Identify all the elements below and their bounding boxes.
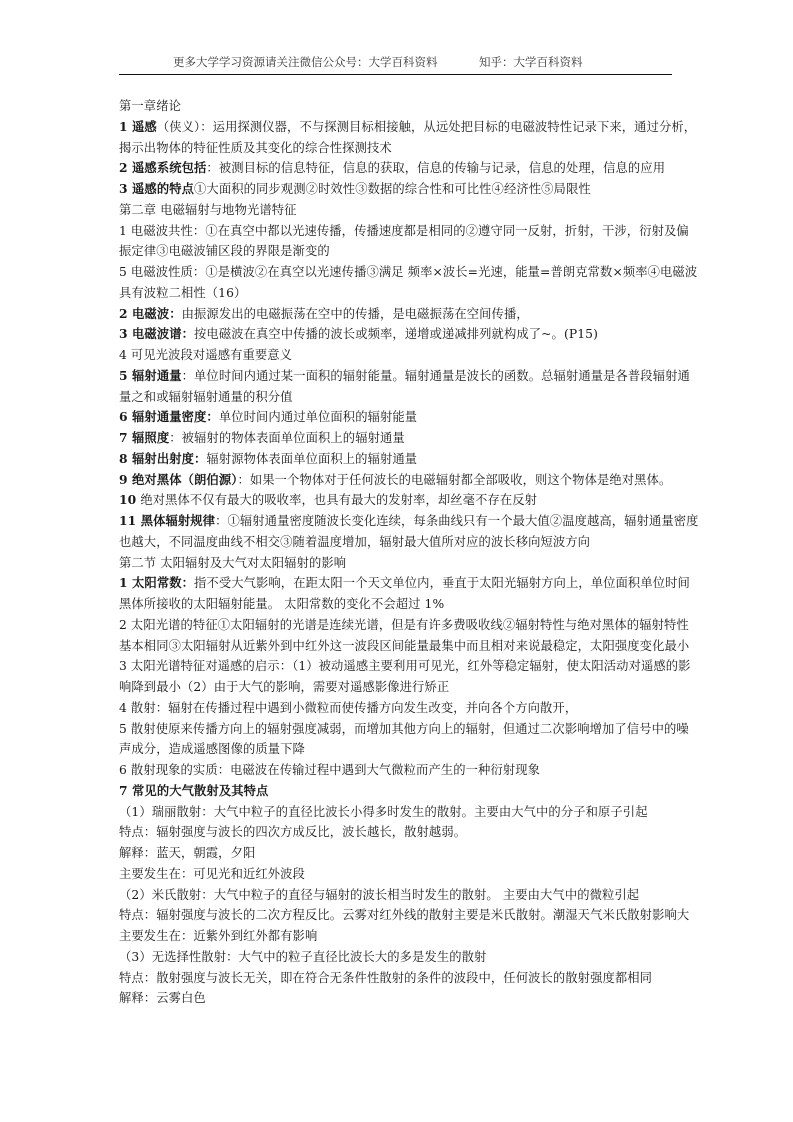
line-text: 声成分，造成遥感图像的质量下降	[119, 742, 305, 757]
line-text: 指不受大气影响，在距太阳一个天文单位内，垂直于太阳光辐射方向上，单位面积单位时间	[194, 576, 690, 591]
line-bold-term: 5 辐射通量	[119, 367, 182, 383]
header-wechat-note: 更多大学学习资源请关注微信公众号：大学百科资料	[173, 55, 438, 69]
line-text: （1）瑞丽散射：大气中粒子的直径比波长小得多时发生的散射。主要由大气中的分子和原子引起	[119, 804, 648, 819]
document-line	[119, 864, 675, 885]
document-line	[119, 781, 675, 802]
header-zhihu-note: 知乎：大学百科资料	[479, 55, 583, 69]
line-bold-term: 2 电磁波：	[119, 305, 182, 321]
document-line	[119, 677, 675, 698]
line-text: ：被辐射的物体表面单位面积上的辐射通量	[169, 431, 405, 445]
document-line	[119, 283, 675, 304]
line-text: 响降到最小（2）由于大气的影响，需要对遥感影像进行矫正	[119, 680, 450, 694]
document-line	[119, 179, 675, 200]
line-bold-term: 1 遥感	[119, 118, 157, 134]
line-text: （2）米氏散射：大气中粒子的直径与辐射的波长相当时发生的散射。 主要由大气中的微粒引起	[119, 887, 640, 902]
document-line	[119, 511, 699, 532]
document-line	[119, 594, 675, 615]
document-line	[119, 117, 697, 138]
line-text: 第二节 太阳辐射及大气对太阳辐射的影响	[119, 555, 347, 570]
line-text: 5 散射使原来传播方向上的辐射强度减弱，而增加其他方向上的辐射，但通过二次影响增加了信号中的噪	[119, 721, 689, 736]
line-text: 3 太阳光谱特征对遥感的启示：（1）被动遥感主要利用可见光，红外等稳定辐射，使太阳活动对遥感的影	[119, 659, 691, 674]
document-line	[119, 822, 675, 843]
line-text: 解释：云雾白色	[119, 991, 206, 1006]
document-line	[119, 636, 690, 657]
line-bold-term: 7 常见的大气散射及其特点	[119, 782, 269, 798]
line-text: ：①辐射通量密度随波长变化连续，每条曲线只有一个最大值②温度越高，辐射通量密度	[215, 514, 699, 528]
document-line	[119, 324, 675, 345]
document-line	[119, 200, 675, 221]
line-text: 揭示出物体的特征性质及其变化的综合性探测技术	[119, 140, 392, 155]
line-text: 按电磁波在真空中传播的波长或频率，递增或递减排列就构成了~。(P15)	[194, 327, 598, 342]
line-bold-term: 2 遥感系统包括	[119, 160, 207, 176]
line-text: 黑体所接收的太阳辐射能量。 太阳常数的变化不会超过 1%	[119, 597, 445, 611]
line-text: 基本相同③太阳辐射从近紫外到中红外这一波段区间能量最集中而且相对来说最稳定，太阳强度变化最小	[119, 638, 690, 653]
document-line	[119, 926, 675, 947]
line-bold-term: 1 太阳常数：	[119, 575, 195, 591]
document-line	[119, 470, 675, 491]
document-line	[119, 573, 690, 594]
line-text: 5 电磁波性质：①是横波②在真空以光速传播③满足 频率×波长=光速，能量=普朗克常数×频率④电磁波	[119, 265, 698, 279]
document-line	[119, 698, 675, 719]
line-text: 振定律③电磁波铺区段的界限是渐变的	[119, 244, 330, 259]
document-line	[119, 138, 675, 159]
line-text: 量之和或辐射辐射通量的积分值	[119, 389, 293, 404]
line-bold-term: 3 遥感的特点	[119, 181, 195, 196]
line-text: ①大面积的同步观测②时效性③数据的综合性和可比性④经济性⑤局限性	[194, 182, 591, 196]
line-bold-term: 11 黑体辐射规律	[119, 513, 216, 528]
document-line	[119, 428, 675, 449]
document-line	[119, 345, 675, 366]
document-line	[119, 158, 675, 179]
document-line	[119, 532, 675, 553]
document-line	[119, 366, 690, 387]
line-text: 6 散射现象的实质：电磁波在传输过程中遇到大气微粒而产生的一种衍射现象	[119, 763, 541, 777]
document-line	[119, 221, 689, 242]
document-line	[119, 490, 675, 511]
document-line	[119, 905, 690, 926]
line-text: 第一章绪论	[119, 99, 181, 113]
line-text: （侠义）：运用探测仪器，不与探测目标相接触，从远处把目标的电磁波特性记录下来，通过分析，	[156, 119, 697, 134]
line-text: ：单位时间内通过某一面积的辐射能量。辐射通量是波长的函数。总辐射通量是各普段辐射通	[181, 368, 690, 383]
document-line	[119, 96, 675, 117]
line-text: 主要发生在：可见光和近红外波段	[119, 866, 305, 881]
document-line	[119, 449, 675, 470]
document-line	[119, 719, 689, 740]
document-line	[119, 988, 675, 1009]
line-text: ：如果一个物体对于任何波长的电磁辐射都全部吸收，则这个物体是绝对黑体。	[237, 472, 672, 487]
line-text: 绝对黑体不仅有最大的吸收率，也具有最大的发射率，却丝毫不存在反射	[136, 493, 538, 508]
line-bold-term: 3 电磁波谱：	[119, 326, 195, 342]
line-text: （3）无选择性散射：大气中的粒子直径比波长大的多是发生的散射	[119, 949, 487, 964]
line-text: 辐射源物体表面单位面积上的辐射通量	[206, 451, 418, 466]
document-line	[119, 304, 675, 325]
line-text: ：被测目标的信息特征，信息的获取，信息的传输与记录，信息的处理，信息的应用	[206, 161, 666, 176]
document-body	[119, 96, 699, 1009]
document-line	[119, 241, 675, 262]
document-line	[119, 760, 675, 781]
document-line	[119, 553, 675, 574]
document-line	[119, 843, 675, 864]
document-line	[119, 615, 689, 636]
document-line	[119, 407, 675, 428]
line-text: 特点：辐射强度与波长的四次方成反比，波长越长，散射越弱。	[119, 825, 467, 840]
line-text: 特点：辐射强度与波长的二次方程反比。云雾对红外线的散射主要是米氏散射。潮湿天气米氏散射影响大	[119, 908, 690, 923]
line-text: 特点：散射强度与波长无关，即在符合无条件性散射的条件的波段中，任何波长的散射强度都相同	[119, 970, 653, 985]
document-line	[119, 802, 675, 823]
document-line	[119, 885, 675, 906]
line-text: 主要发生在：近紫外到红外都有影响	[119, 929, 318, 943]
line-text: 2 太阳光谱的特征①太阳辐射的光谱是连续光谱，但是有许多费吸收线②辐射特性与绝对黑体的辐射特性	[119, 617, 689, 632]
line-bold-term: 10	[119, 492, 137, 508]
document-line	[119, 656, 691, 677]
line-text: 1 电磁波共性：①在真空中都以光速传播，传播速度都是相同的②遵守同一反射，折射，干涉，衍射及偏	[119, 223, 689, 238]
document-line	[119, 739, 675, 760]
line-bold-term: 7 辐照度	[119, 430, 170, 445]
line-text: 解释：蓝天，朝霞，夕阳	[119, 846, 256, 860]
line-bold-term: 8 辐射出射度：	[119, 450, 207, 466]
line-text: 4 散射：辐射在传播过程中遇到小微粒而使传播方向发生改变，并向各个方向散开，	[119, 700, 578, 715]
line-text: 4 可见光波段对遥感有重要意义	[119, 348, 293, 362]
line-bold-term: 9 绝对黑体（朗伯源）	[119, 471, 238, 487]
document-line	[119, 947, 675, 968]
document-line	[119, 968, 675, 989]
line-text: 也越大，不同温度曲线不相交③随着温度增加，辐射最大值所对应的波长移向短波方向	[119, 534, 591, 549]
line-text: 由振源发出的电磁振荡在空中的传播，是电磁振荡在空间传播，	[181, 306, 529, 321]
document-line	[119, 387, 675, 408]
line-text: 单位时间内通过单位面积的辐射能量	[218, 410, 418, 425]
line-text: 第二章 电磁辐射与地物光谱特征	[119, 202, 297, 217]
page-header	[119, 52, 672, 75]
line-bold-term: 6 辐射通量密度：	[119, 409, 219, 425]
document-line	[119, 262, 698, 283]
line-text: 具有波粒二相性（16）	[119, 285, 247, 300]
